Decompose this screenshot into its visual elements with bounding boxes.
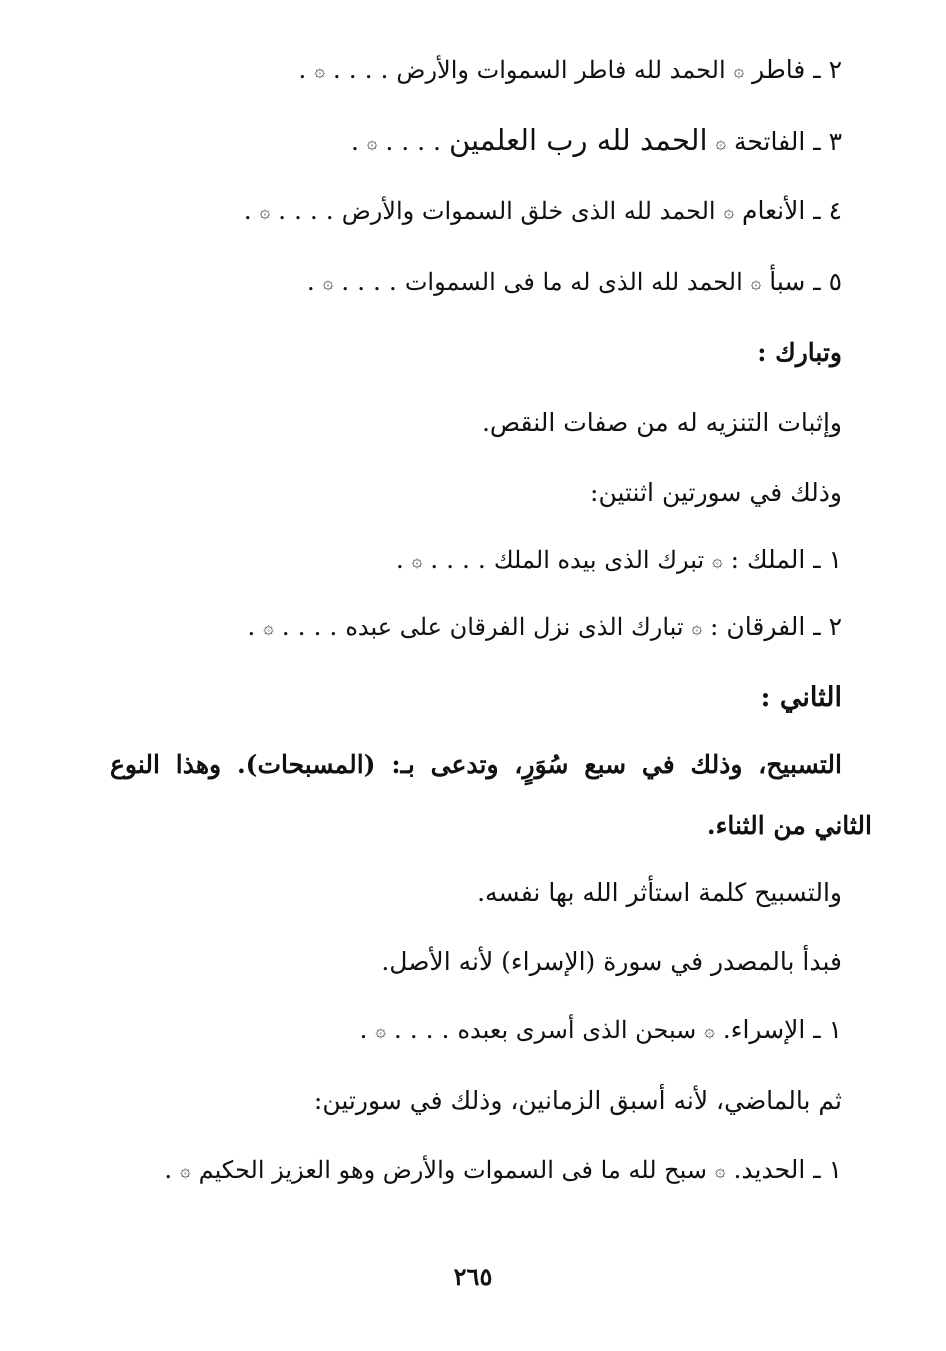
verse-text: الحمد لله رب العلمين <box>448 123 708 157</box>
ornament-close-icon: ۞ <box>180 1160 191 1182</box>
period: . <box>395 545 404 574</box>
period: . <box>298 55 307 84</box>
line-mulk <box>396 540 842 582</box>
ornament-open-icon: ۞ <box>715 132 727 154</box>
surah-label: ١ ـ الحديد. <box>733 1155 842 1184</box>
heading-tabarak: وتبارك : <box>757 338 842 367</box>
line-isra <box>359 1010 842 1052</box>
ornament-open-icon: ۞ <box>691 617 703 639</box>
line-hadid <box>164 1150 842 1192</box>
ornament-open-icon: ۞ <box>750 272 762 294</box>
verse-text: تبارك الذى نزل الفرقان على عبده <box>345 613 684 641</box>
paragraph-ithbat: وإثبات التنزيه له من صفات النقص. <box>481 408 842 437</box>
ornament-open-icon: ۞ <box>704 1020 715 1042</box>
ellipsis: . . . . <box>430 545 486 574</box>
ornament-close-icon: ۞ <box>366 132 378 154</box>
ornament-close-icon: ۞ <box>314 60 325 82</box>
ornament-open-icon: ۞ <box>733 60 745 82</box>
ornament-close-icon: ۞ <box>263 617 274 639</box>
paragraph-tasbih-line2: الثاني من الثناء. <box>706 811 872 840</box>
heading-thani: الثاني : <box>760 682 842 713</box>
line-furqan <box>247 607 842 649</box>
ornament-close-icon: ۞ <box>411 550 423 572</box>
ellipsis: . . . . <box>332 55 389 84</box>
verse-text: الحمد لله الذى خلق السموات والأرض <box>341 197 716 225</box>
ellipsis: . . . . <box>278 196 334 225</box>
page-number: ٢٦٥ <box>453 1262 493 1291</box>
period: . <box>247 612 256 641</box>
verse-text: الحمد لله الذى له ما فى السموات <box>404 268 743 296</box>
paragraph-fabada: فبدأ بالمصدر في سورة (الإسراء) لأنه الأصل. <box>381 947 842 976</box>
surah-label: ٤ ـ الأنعام <box>742 196 842 225</box>
verse-text: الحمد لله فاطر السموات والأرض <box>396 56 726 84</box>
ornament-close-icon: ۞ <box>322 272 334 294</box>
paragraph-thumma-text: ثم بالماضي، لأنه أسبق الزمانين، وذلك في سورتين: <box>313 1086 842 1115</box>
line-anam <box>244 191 842 233</box>
surah-label: ٥ ـ سبأ <box>769 267 842 296</box>
period: . <box>243 196 252 225</box>
surah-label: ٢ ـ الفرقان : <box>710 612 842 641</box>
line-saba <box>307 262 842 304</box>
period: . <box>306 267 315 296</box>
paragraph-dhalik: وذلك في سورتين اثنتين: <box>590 478 842 507</box>
ornament-close-icon: ۞ <box>259 201 271 223</box>
ellipsis: . . . . <box>393 1015 450 1044</box>
ornament-open-icon: ۞ <box>714 1160 726 1182</box>
verse-text: تبرك الذى بيده الملك <box>493 546 705 574</box>
ellipsis: . . . . <box>385 127 441 156</box>
ellipsis: . . . . <box>341 267 397 296</box>
period: . <box>164 1155 173 1184</box>
ornament-close-icon: ۞ <box>375 1020 386 1042</box>
paragraph-kalima: والتسبيح كلمة استأثر الله بها نفسه. <box>477 878 842 907</box>
ornament-open-icon: ۞ <box>712 550 723 572</box>
surah-label: ١ ـ الملك : <box>730 545 842 574</box>
surah-label: ٢ ـ فاطر <box>752 55 842 84</box>
surah-label: ١ ـ الإسراء. <box>722 1015 842 1044</box>
ornament-open-icon: ۞ <box>723 201 735 223</box>
surah-label: ٣ ـ الفاتحة <box>734 127 842 156</box>
ellipsis: . . . . <box>281 612 338 641</box>
paragraph-tasbih-line1: التسبيح، وذلك في سبع سُوَرٍ، وتدعى بـ: (المسبحات). وهذا النوع <box>110 750 842 779</box>
line-fatiha <box>351 120 842 164</box>
verse-text: سبح لله ما فى السموات والأرض وهو العزيز الحكيم <box>198 1156 708 1184</box>
line-fatir <box>298 50 842 92</box>
period: . <box>359 1015 368 1044</box>
paragraph-thumma <box>314 1081 842 1121</box>
period: . <box>350 127 359 156</box>
verse-text: سبحن الذى أسرى بعبده <box>457 1016 697 1044</box>
